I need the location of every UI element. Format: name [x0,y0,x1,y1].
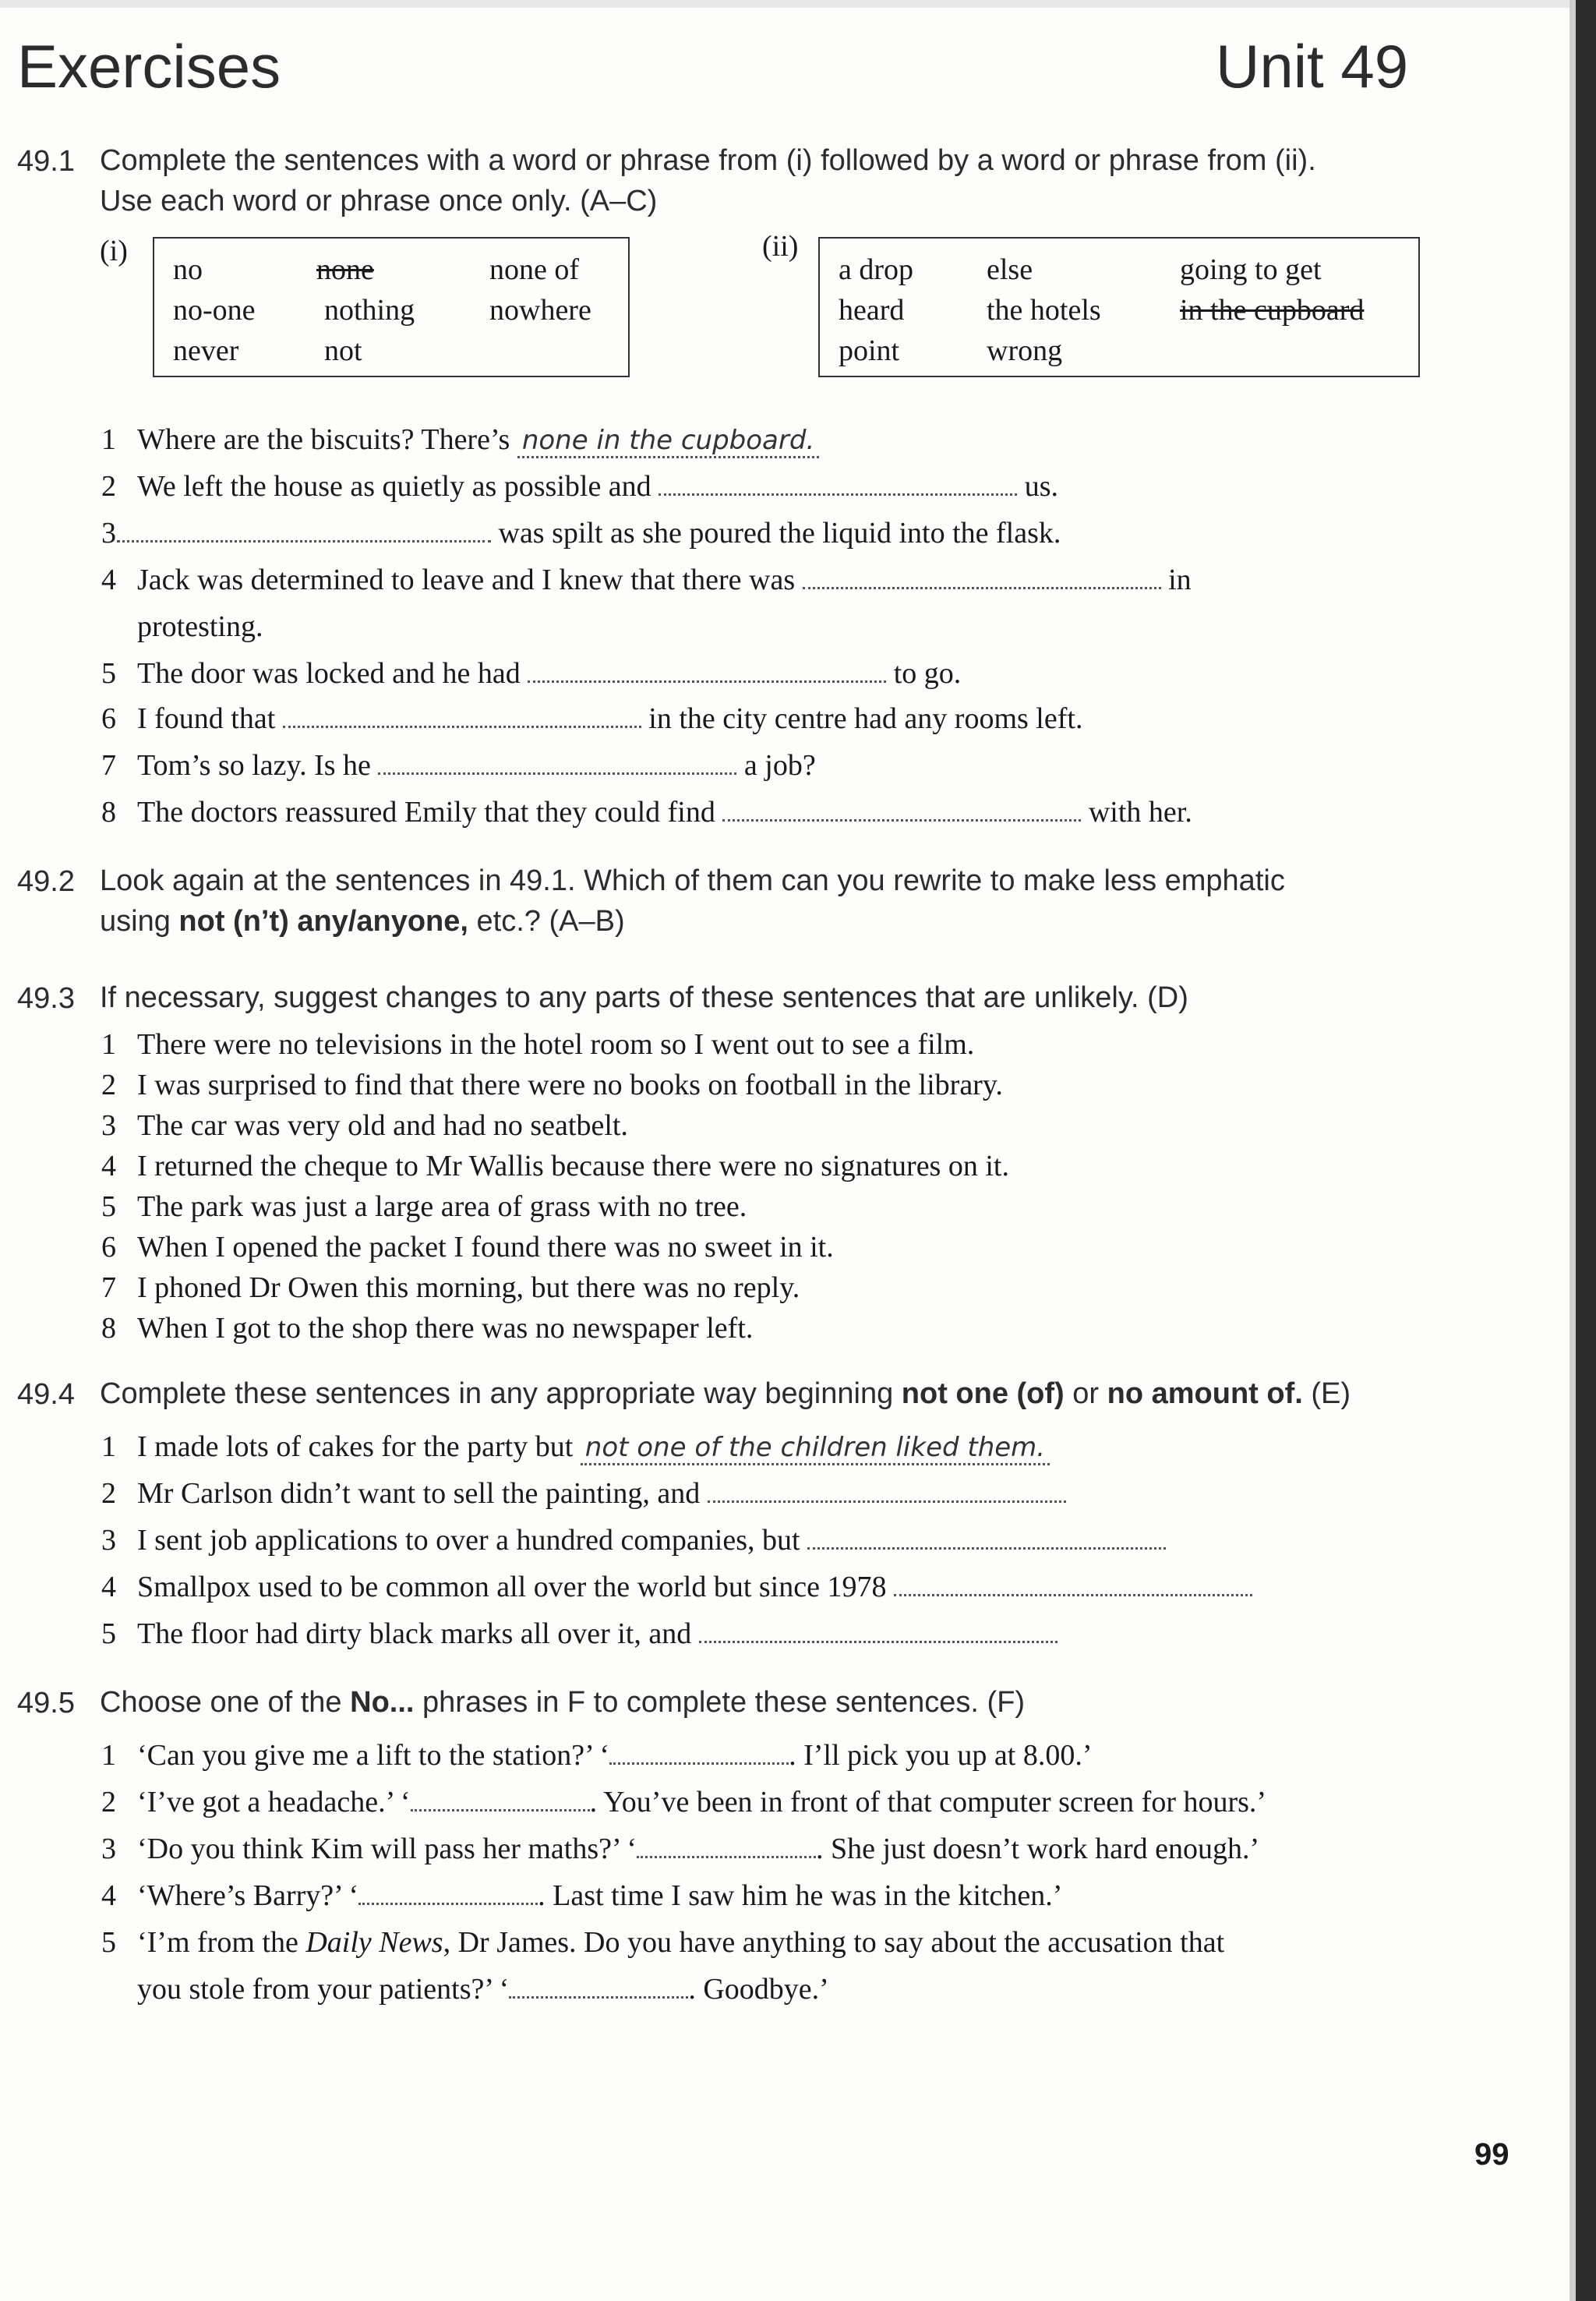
word: not [324,334,362,367]
item-number: 5 [101,657,116,690]
exercise-item: When I opened the packet I found there was no sweet in it. [137,1231,834,1264]
answer-blank[interactable] [708,1480,1066,1503]
word-crossed: none [316,253,374,286]
answer-blank[interactable] [358,1882,538,1905]
item-number: 2 [101,1786,116,1819]
answer-blank[interactable] [528,660,886,683]
phrase-crossed: in the cupboard [1180,294,1365,327]
phrase: a drop [839,253,914,286]
exercise-item: The floor had dirty black marks all over it, and [137,1614,1058,1654]
exercise-item: I returned the cheque to Mr Wallis because there were no signatures on it. [137,1150,1009,1182]
exercise-instruction: Complete these sentences in any appropriate way beginning not one (of) or no amount of. (E) [100,1377,1351,1410]
exercise-item: There were no televisions in the hotel room so I went out to see a film. [137,1028,975,1061]
item-number: 4 [101,1150,116,1182]
word-box-ii [818,237,1420,377]
exercise-item: Tom’s so lazy. Is he a job? [137,749,816,782]
page-title: Exercises [17,32,281,101]
exercise-item: ‘I’m from the Daily News, Dr James. Do you have anything to say about the accusation that [137,1926,1225,1959]
item-number: 4 [101,564,116,596]
exercise-item: ‘Do you think Kim will pass her maths?’ ‘ . She just doesn’t work hard enough.’ [137,1833,1260,1865]
exercise-instruction [100,140,1316,221]
item-number: 3 [101,517,116,550]
exercise-item: ‘Where’s Barry?’ ‘ . Last time I saw him he was in the kitchen.’ [137,1879,1063,1912]
phrase: else [987,253,1033,286]
item-number: 5 [101,1617,116,1650]
answer-blank[interactable] [411,1789,590,1811]
exercise-instruction [100,861,1285,942]
item-number: 3 [101,1109,116,1142]
exercise-instruction: If necessary, suggest changes to any parts of these sentences that are unlikely. (D) [100,981,1188,1014]
item-number: 3 [101,1833,116,1865]
exercise-number: 49.3 [17,982,75,1015]
item-number: 4 [101,1571,116,1603]
item-number: 6 [101,702,116,735]
item-number: 2 [101,470,116,503]
exercise-item: I made lots of cakes for the party but not one of the children liked them. [137,1426,1050,1468]
item-number: 1 [101,1430,116,1463]
exercise-item: Smallpox used to be common all over the world but since 1978 [137,1567,1252,1607]
item-number: 5 [101,1190,116,1223]
handwritten-answer: none in the cupboard. [517,425,819,458]
answer-blank[interactable] [699,1621,1058,1643]
exercise-number: 49.5 [17,1687,75,1720]
answer-blank[interactable] [117,520,491,543]
item-number: 7 [101,749,116,782]
page-number: 99 [1474,2137,1509,2172]
exercise-item: I sent job applications to over a hundred companies, but [137,1520,1166,1561]
exercise-number: 49.4 [17,1378,75,1411]
exercise-item: The doctors reassured Emily that they could find with her. [137,796,1192,829]
exercise-item: The door was locked and he had to go. [137,657,962,690]
exercise-item: We left the house as quietly as possible and us. [137,470,1058,503]
item-number: 8 [101,1312,116,1345]
answer-blank[interactable] [803,567,1161,589]
instruction-line: using not (n’t) any/anyone, etc.? (A–B) [100,905,625,938]
answer-blank[interactable] [609,1742,789,1765]
instruction-line: Use each word or phrase once only. (A–C) [100,185,658,217]
unit-title: Unit 49 [1216,32,1409,101]
answer-blank[interactable] [637,1836,816,1858]
item-number: 2 [101,1477,116,1510]
instruction-line: Complete the sentences with a word or phrase from (i) followed by a word or phrase from (ii). [100,144,1316,177]
word-box-i [153,237,630,377]
exercise-number: 49.1 [17,145,75,178]
answer-blank[interactable] [283,705,641,728]
exercise-item: The car was very old and had no seatbelt. [137,1109,628,1142]
exercise-instruction: Choose one of the No... phrases in F to complete these sentences. (F) [100,1686,1026,1719]
item-number: 7 [101,1271,116,1304]
exercise-item: I was surprised to find that there were no books on football in the library. [137,1069,1003,1101]
exercise-item: When I got to the shop there was no newspaper left. [137,1312,754,1345]
item-number: 6 [101,1231,116,1264]
phrase: the hotels [987,294,1101,327]
item-number: 2 [101,1069,116,1101]
box-label-i: (i) [100,235,128,267]
word: no [173,253,203,286]
word: nothing [324,294,415,327]
answer-blank[interactable] [509,1976,688,1999]
page-edge-shadow [1570,0,1576,2301]
exercise-item: Where are the biscuits? There’s none in the cupboard. [137,419,819,461]
item-number: 1 [101,1739,116,1772]
exercise-item: I found that in the city centre had any rooms left. [137,702,1083,735]
item-number: 5 [101,1926,116,1959]
answer-blank[interactable] [894,1574,1252,1596]
exercise-item: was spilt as she poured the liquid into the flask. [117,513,1061,553]
item-number: 4 [101,1879,116,1912]
phrase: point [839,334,900,367]
answer-blank[interactable] [659,473,1017,496]
top-edge [0,0,1596,8]
answer-blank[interactable] [807,1527,1166,1550]
word: no-one [173,294,256,327]
exercise-item-continued: protesting. [137,610,263,643]
exercise-item: ‘I’ve got a headache.’ ‘ . You’ve been in front of that computer screen for hours.’ [137,1786,1267,1819]
phrase: heard [839,294,905,327]
handwritten-answer: not one of the children liked them. [581,1432,1050,1465]
exercise-item: I phoned Dr Owen this morning, but there was no reply. [137,1271,800,1304]
exercise-item: ‘Can you give me a lift to the station?’ ‘ . I’ll pick you up at 8.00.’ [137,1739,1093,1772]
book-spine-edge [1576,0,1596,2301]
instruction-line: Look again at the sentences in 49.1. Which of them can you rewrite to make less emphatic [100,864,1285,897]
box-label-ii: (ii) [762,230,799,263]
phrase: wrong [987,334,1063,367]
word: nowhere [489,294,591,327]
exercise-item-continued: you stole from your patients?’ ‘ . Goodbye.’ [137,1973,829,2006]
phrase: going to get [1180,253,1322,286]
answer-blank[interactable] [378,752,736,775]
word: never [173,334,239,367]
exercise-item: The park was just a large area of grass with no tree. [137,1190,747,1223]
exercise-item: Mr Carlson didn’t want to sell the painting, and [137,1473,1066,1514]
exercise-number: 49.2 [17,865,75,898]
item-number: 1 [101,423,116,456]
item-number: 3 [101,1524,116,1557]
word: none of [489,253,580,286]
exercise-item: Jack was determined to leave and I knew that there was in [137,564,1192,596]
item-number: 1 [101,1028,116,1061]
answer-blank[interactable] [722,799,1081,822]
item-number: 8 [101,796,116,829]
